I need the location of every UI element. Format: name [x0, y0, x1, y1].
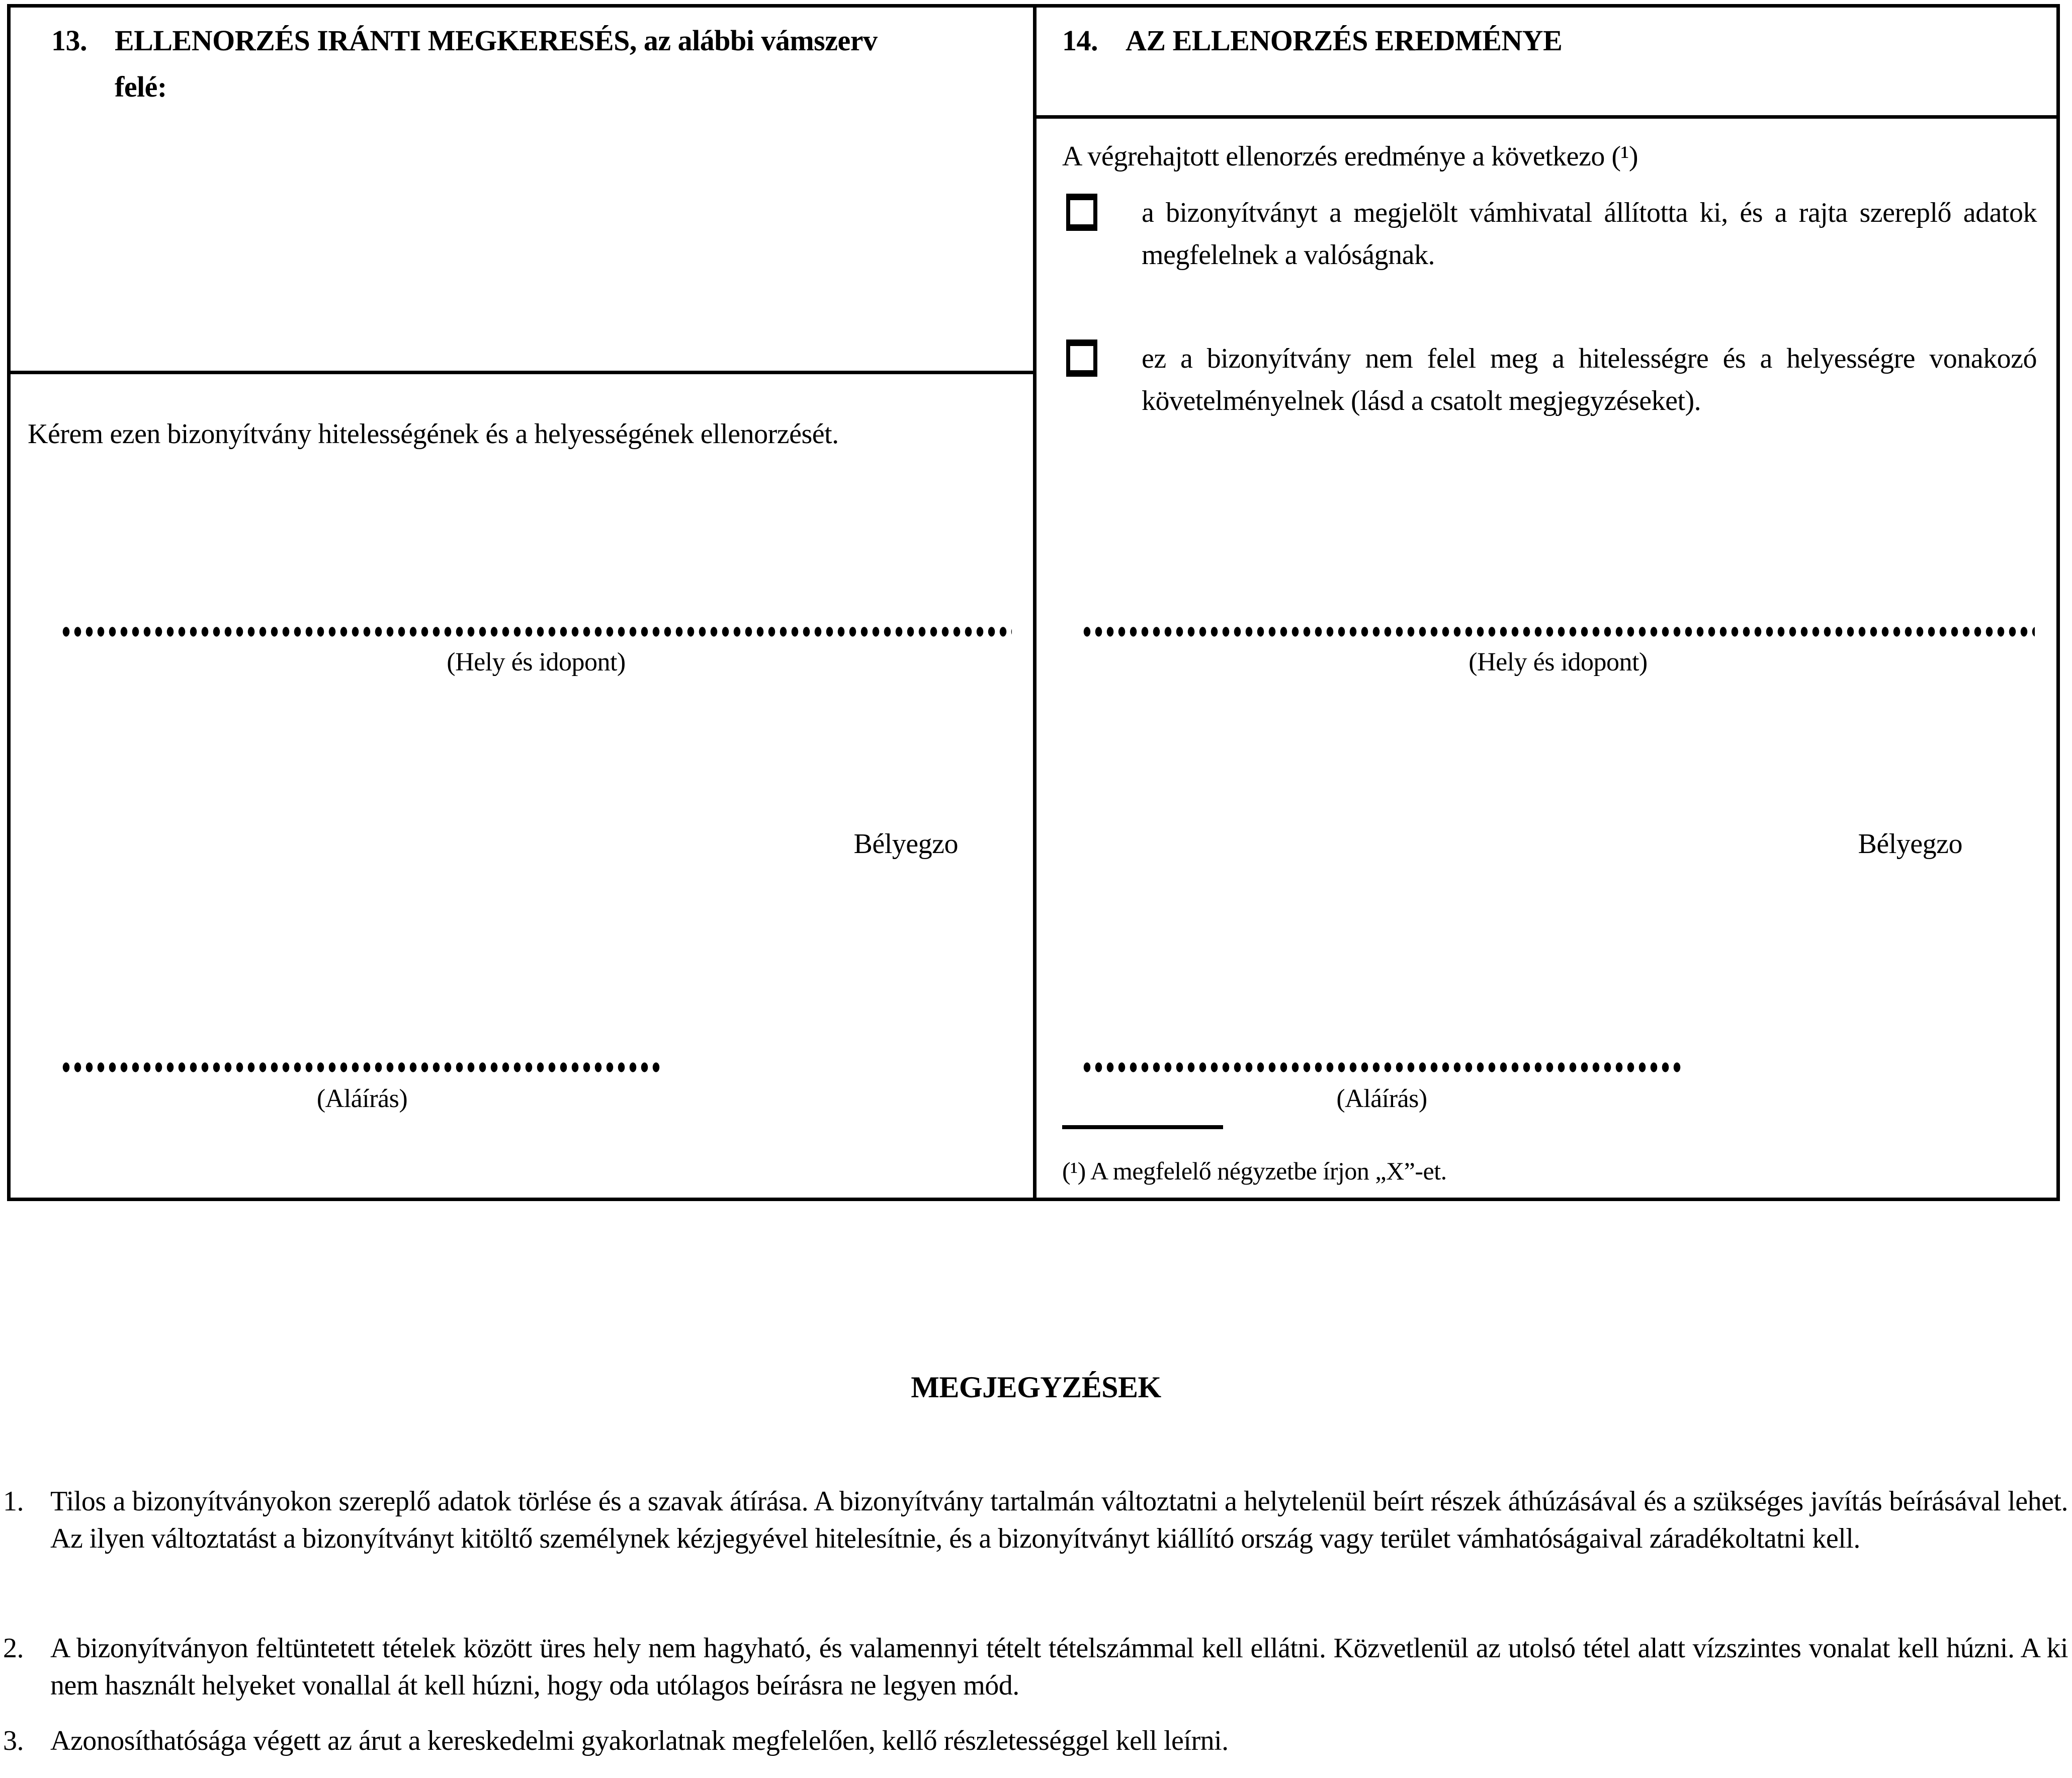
box13-stamp-label: Bélyegzo [853, 828, 958, 860]
note-1-number: 1. [3, 1486, 24, 1517]
result-checkbox-not-compliant[interactable] [1066, 340, 1097, 377]
box13-place-date-label: (Hely és idopont) [447, 648, 626, 676]
box13-number: 13. [51, 24, 87, 57]
box13-header-divider-line [11, 371, 1037, 374]
box14-signature-fill-line[interactable] [1081, 1062, 1682, 1073]
box13-signature-label: (Aláírás) [316, 1084, 408, 1113]
box14-stamp-label: Bélyegzo [1858, 828, 1962, 860]
box13-place-date-fill-line[interactable] [60, 626, 1012, 637]
note-3-text: Azonosíthatósága végett az árut a kereskedelmi gyakorlatnak megfelelően, kellő részletességgel kell leírni. [50, 1725, 1229, 1756]
box13-header [51, 18, 916, 110]
result-option-not-compliant-label: ez a bizonyítvány nem felel meg a hitelességre és a helyességre vonakozó követelményelnek (lásd a csatolt megjegyzéseket). [1142, 343, 2037, 416]
box14-number: 14. [1062, 24, 1098, 57]
box14-place-date-fill-line[interactable] [1081, 626, 2035, 637]
note-1-text: Tilos a bizonyítványokon szereplő adatok törlése és a szavak átírása. A bizonyítvány tartalmán változtatni a helytelenül beírt részek áthúzásával és a szükséges javítás beírásával lehet. Az ilyen változtatást a bizonyítványt kitöltő személynek kézjegyével hitelesítnie, és a bizonyítványt kiállító ország vagy terület vámhatóságaival záradékoltatni kell. [50, 1486, 2068, 1554]
box13-request-text: Kérem ezen bizonyítvány hitelességének és a helyességének ellenorzését. [28, 418, 839, 450]
result-checkbox-authentic[interactable] [1066, 194, 1097, 231]
box14-signature-label: (Aláírás) [1336, 1084, 1427, 1113]
note-item-3 [3, 1722, 2068, 1759]
box14-title: AZ ELLENORZÉS EREDMÉNYE [1126, 24, 1563, 57]
result-option-authentic-label: a bizonyítványt a megjelölt vámhivatal állította ki, és a rajta szereplő adatok megfelelnek a valóságnak. [1142, 197, 2037, 271]
box14-header-divider-line [1037, 115, 2056, 119]
footnote-text: (¹) A megfelelő négyzetbe írjon „X”-et. [1062, 1157, 1447, 1185]
box14-header [1062, 18, 2018, 64]
note-item-1 [3, 1483, 2068, 1557]
box14-intro-text: A végrehajtott ellenorzés eredménye a következo (¹) [1062, 141, 1638, 172]
box13-signature-fill-line[interactable] [60, 1062, 664, 1073]
notes-heading: MEGJEGYZÉSEK [911, 1371, 1161, 1404]
verification-form-box [7, 4, 2060, 1201]
box14-place-date-label: (Hely és idopont) [1469, 648, 1648, 676]
note-item-2 [3, 1630, 2068, 1704]
column-divider-line [1033, 8, 1037, 1198]
note-2-number: 2. [3, 1633, 24, 1664]
note-3-number: 3. [3, 1725, 24, 1756]
box13-title: ELLENORZÉS IRÁNTI MEGKERESÉS, az alábbi vámszerv felé: [115, 24, 878, 103]
note-2-text: A bizonyítványon feltüntetett tételek között üres hely nem hagyható, és valamennyi tételt tételszámmal kell ellátni. Közvetlenül az utolsó tétel alatt vízszintes vonalat kell húzni. A ki nem használt helyeket vonallal át kell húzni, hogy oda utólagos beírásra ne legyen mód. [50, 1633, 2068, 1701]
footnote-separator-rule [1062, 1125, 1223, 1129]
